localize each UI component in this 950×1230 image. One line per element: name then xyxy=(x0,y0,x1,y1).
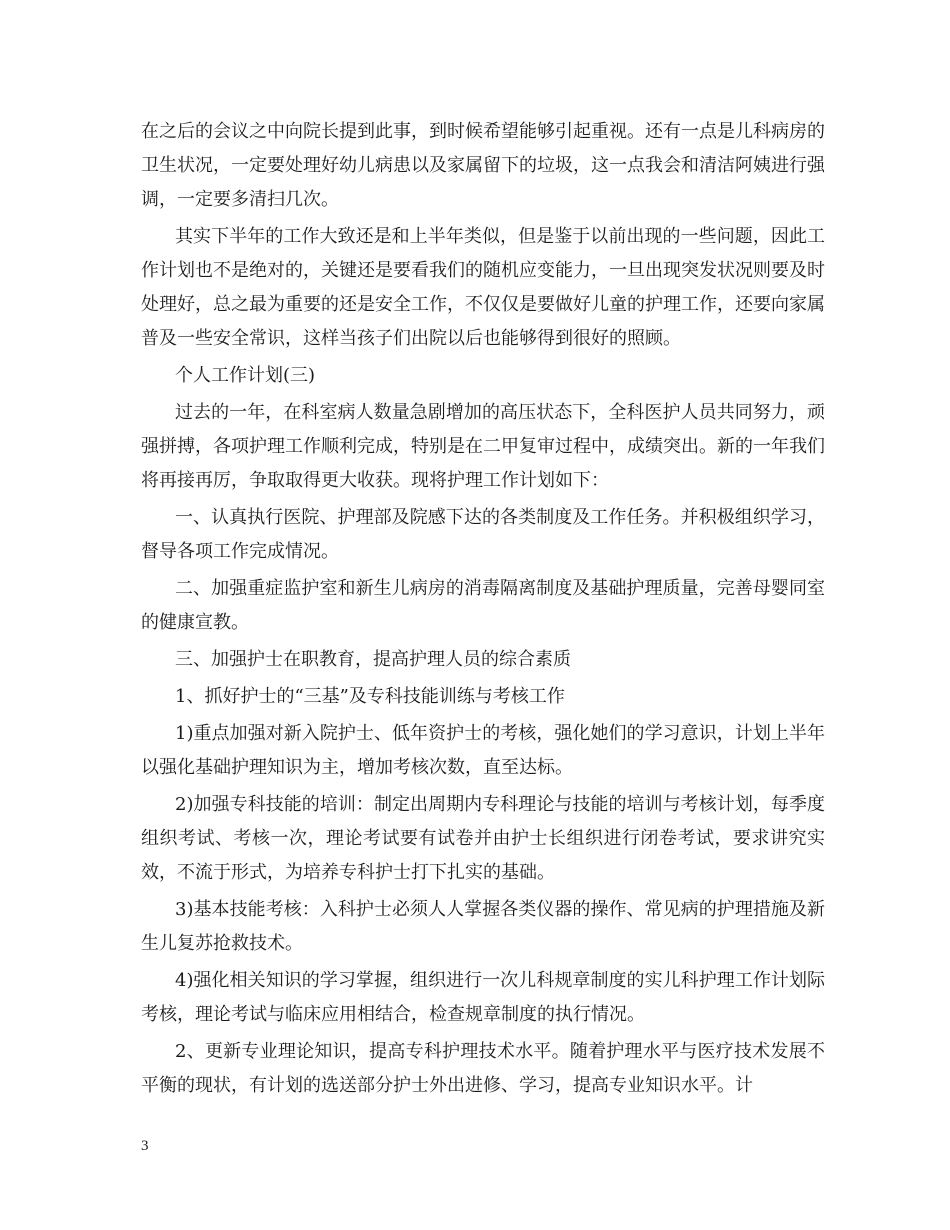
paragraph: 1)重点加强对新入院护士、低年资护士的考核，强化她们的学习意识，计划上半年以强化基础护理知识为主，增加考核次数，直至达标。 xyxy=(141,723,825,778)
paragraph: 过去的一年，在科室病人数量急剧增加的高压状态下，全科医护人员共同努力，顽强拼搏，各项护理工作顺利完成，特别是在二甲复审过程中，成绩突出。新的一年我们将再接再厉，争取取得更大收获。现将护理工作计划如下： xyxy=(141,402,825,491)
paragraph: 三、加强护士在职教育，提高护理人员的综合素质 xyxy=(175,649,571,670)
section-heading: 个人工作计划(三) xyxy=(175,365,316,386)
paragraph: 2)加强专科技能的培训：制定出周期内专科理论与技能的培训与考核计划，每季度组织考试、考核一次，理论考试要有试卷并由护士长组织进行闭卷考试，要求讲究实效，不流于形式，为培养专科护士打下扎实的基础。 xyxy=(141,794,825,883)
document-body xyxy=(141,115,825,1106)
paragraph: 4)强化相关知识的学习掌握，组织进行一次儿科规章制度的实儿科护理工作计划际考核，理论考试与临床应用相结合，检查规章制度的执行情况。 xyxy=(141,970,825,1025)
page-number: 3 xyxy=(141,1138,149,1154)
paragraph: 在之后的会议之中向院长提到此事，到时候希望能够引起重视。还有一点是儿科病房的卫生状况，一定要处理好幼儿病患以及家属留下的垃圾，这一点我会和清洁阿姨进行强调，一定要多清扫几次。 xyxy=(141,121,825,210)
paragraph: 1、抓好护士的“三基”及专科技能训练与考核工作 xyxy=(175,686,565,707)
paragraph: 2、更新专业理论知识，提高专科护理技术水平。随着护理水平与医疗技术发展不平衡的现状，有计划的选送部分护士外出进修、学习，提高专业知识水平。计 xyxy=(141,1041,825,1096)
paragraph: 其实下半年的工作大致还是和上半年类似，但是鉴于以前出现的一些问题，因此工作计划也不是绝对的，关键还是要看我们的随机应变能力，一旦出现突发状况则要及时处理好，总之最为重要的还是安全工作，不仅仅是要做好儿童的护理工作，还要向家属普及一些安全常识，这样当孩子们出院以后也能够得到很好的照顾。 xyxy=(141,226,825,349)
paragraph: 二、加强重症监护室和新生儿病房的消毒隔离制度及基础护理质量，完善母婴同室的健康宣教。 xyxy=(141,578,825,633)
paragraph: 一、认真执行医院、护理部及院感下达的各类制度及工作任务。并积极组织学习，督导各项工作完成情况。 xyxy=(141,507,825,562)
paragraph: 3)基本技能考核：入科护士必须人人掌握各类仪器的操作、常见病的护理措施及新生儿复苏抢救技术。 xyxy=(141,899,825,954)
